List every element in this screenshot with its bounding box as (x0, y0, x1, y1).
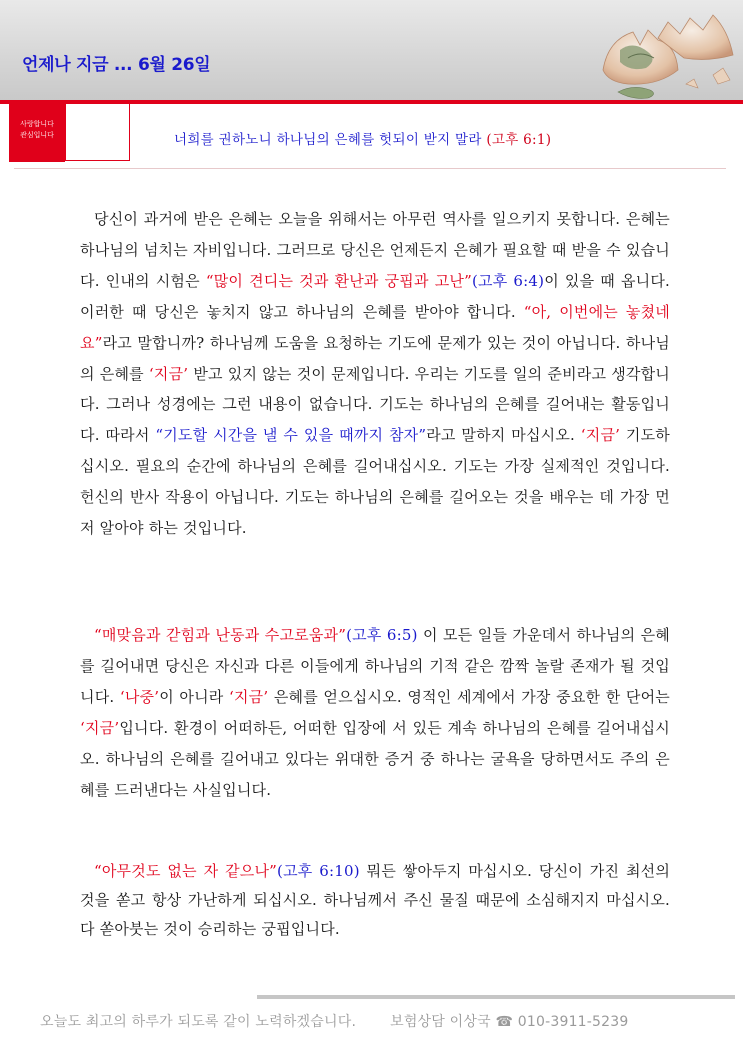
verse-text: 너희를 권하노니 하나님의 은혜를 헛되이 받지 말라 (174, 132, 482, 148)
p2-text-2: 이 아니라 (159, 687, 229, 706)
badge-box (65, 104, 130, 161)
key-verse (174, 128, 551, 148)
red-badge (9, 104, 65, 162)
phone-icon: ☎ (495, 1014, 514, 1030)
p1-text-2: 이 있을 때 옵니다. 이러한 때 당신은 놓치지 않고 하나님의 은혜를 받아야 합니다. (80, 271, 671, 321)
footer-divider (257, 995, 735, 999)
section-divider (14, 168, 726, 169)
page-title: 언제나 지금 ... 6월 26일 (22, 55, 211, 75)
p1-text-4: 받고 있지 않는 것이 문제입니다. 우리는 기도를 일의 준비라고 생각합니다. 그러나 성경에는 그런 내용이 없습니다. 기도는 하나님의 은혜를 길어내는 활동입니다. 따라서 (80, 364, 670, 445)
broken-eggshell-money-image (508, 0, 743, 100)
verse-reference: (고후 6:1) (486, 132, 552, 148)
paragraph-2 (80, 620, 670, 805)
p2-text-4: 입니다. 환경이 어떠하든, 어떠한 입장에 서 있든 계속 하나님의 은혜를 길어내십시오. 하나님의 은혜를 길어내고 있다는 위대한 증거 중 하나는 굴욕을 당하면서도 주의 은혜를 드러낸다는 사실입니다. (80, 718, 670, 799)
footer-slogan: 오늘도 최고의 하루가 되도록 같이 노력하겠습니다. (40, 1014, 357, 1030)
badge-line-1: 사랑합니다 (20, 120, 54, 128)
p2-text-1: 이 모든 일들 가운데서 하나님의 은혜를 길어내면 당신은 자신과 다른 이들에게 하나님의 기적 같은 깜짝 놀랄 존재가 될 것입니다. (80, 626, 670, 706)
p1-quote-5: ‘지금’ (580, 426, 621, 445)
p3-text-1: 뭐든 쌓아두지 마십시오. 당신이 가진 최선의 것을 쏟고 항상 가난하게 되십시오. 하나님께서 주신 물질 때문에 소심해지지 마십시오. 다 쏟아붓는 것이 승리하는 궁핍입니다. (80, 862, 671, 938)
footer-phone: 010-3911-5239 (517, 1014, 629, 1030)
page-header (0, 0, 743, 100)
p1-quote-3: ‘지금’ (148, 364, 189, 383)
p2-quote-1: “매맞음과 갇힘과 난동과 수고로움과” (94, 626, 347, 644)
p3-quote-1: “아무것도 없는 자 같으나” (94, 862, 278, 880)
badge-line-2: 관심입니다 (20, 131, 54, 139)
paragraph-3 (80, 857, 670, 944)
p2-quote-4: ‘지금’ (80, 718, 120, 737)
paragraph-1 (80, 204, 670, 544)
p2-quote-2: ‘나중’ (119, 687, 160, 706)
page-footer (40, 1011, 628, 1031)
p1-text-6: 기도하십시오. 필요의 순간에 하나님의 은혜를 길어내십시오. 기도는 가장 실제적인 것입니다. 헌신의 반사 작용이 아닙니다. 기도는 하나님의 은혜를 길어오는 것을 배우는 데 가장 먼저 알아야 하는 것입니다. (80, 426, 670, 538)
p1-quote-4: “기도할 시간을 낼 수 있을 때까지 참자” (155, 426, 427, 445)
p1-text-3: 라고 말합니까? 하나님께 도움을 요청하는 기도에 문제가 있는 것이 아닙니다. 하나님의 은혜를 (80, 333, 670, 383)
p1-quote-2: “아, 이번에는 놓쳤네요” (80, 302, 671, 352)
p1-ref-1: (고후 6:4) (471, 271, 545, 290)
p1-quote-1: “많이 견디는 것과 환난과 궁핍과 고난” (205, 271, 472, 290)
footer-contact-label: 보험상담 이상국 (390, 1014, 491, 1030)
p2-ref-1: (고후 6:5) (346, 626, 418, 644)
p2-quote-3: ‘지금’ (229, 687, 269, 706)
p3-ref-1: (고후 6:10) (277, 862, 360, 880)
p1-text-5: 라고 말하지 마십시오. (426, 426, 581, 445)
p1-text-1: 당신이 과거에 받은 은혜는 오늘을 위해서는 아무런 역사를 일으키지 못합니다. 은혜는 하나님의 넘치는 자비입니다. 그러므로 당신은 언제든지 은혜가 필요할 때 받을 수 있습니다. 인내의 시험은 (80, 210, 670, 290)
p2-text-3: 은혜를 얻으십시오. 영적인 세계에서 가장 중요한 한 단어는 (268, 687, 670, 706)
